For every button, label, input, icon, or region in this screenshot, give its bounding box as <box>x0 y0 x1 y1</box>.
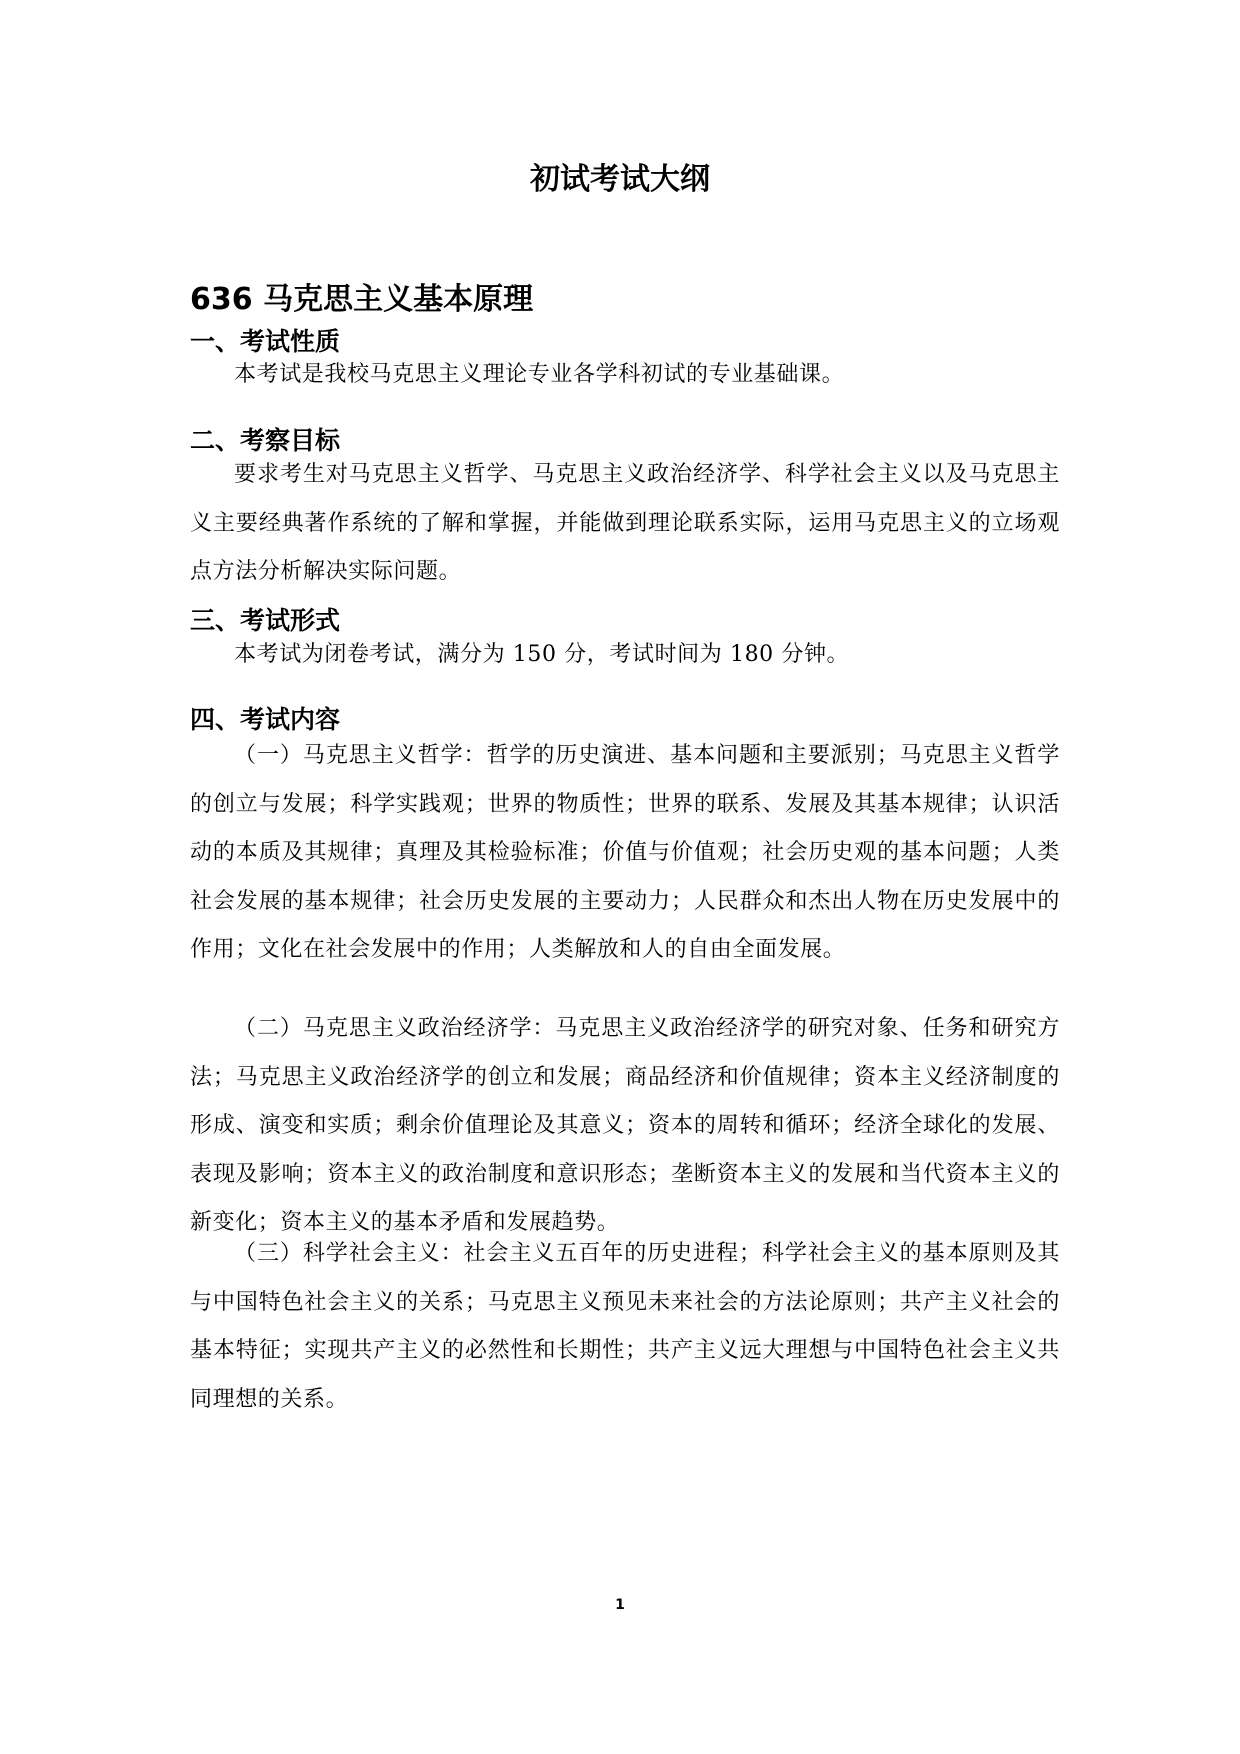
section-heading-content: 四、考试内容 <box>190 705 341 734</box>
subject-title: 636 马克思主义基本原理 <box>190 282 534 317</box>
section-paragraph-format: 本考试为闭卷考试，满分为 150 分，考试时间为 180 分钟。 <box>234 642 850 667</box>
section-heading-format: 三、考试形式 <box>190 606 341 635</box>
content-paragraph-political-economy: （二）马克思主义政治经济学：马克思主义政治经济学的研究对象、任务和研究方法；马克思主义政治经济学的创立和发展；商品经济和价值规律；资本主义经济制度的形成、演变和实质；剩余价值理论及其意义；资本的周转和循环；经济全球化的发展、表现及影响；资本主义的政治制度和意识形态；垄断资本主义的发展和当代资本主义的新变化；资本主义的基本矛盾和发展趋势。 <box>190 1016 1060 1236</box>
content-paragraph-scientific-socialism: （三）科学社会主义：社会主义五百年的历史进程；科学社会主义的基本原则及其与中国特色社会主义的关系；马克思主义预见未来社会的方法论原则；共产主义社会的基本特征；实现共产主义的必然性和长期性；共产主义远大理想与中国特色社会主义共同理想的关系。 <box>190 1241 1060 1412</box>
section-paragraph-objectives: 要求考生对马克思主义哲学、马克思主义政治经济学、科学社会主义以及马克思主义主要经典著作系统的了解和掌握，并能做到理论联系实际，运用马克思主义的立场观点方法分析解决实际问题。 <box>190 462 1060 585</box>
content-paragraph-philosophy: （一）马克思主义哲学：哲学的历史演进、基本问题和主要派别；马克思主义哲学的创立与发展；科学实践观；世界的物质性；世界的联系、发展及其基本规律；认识活动的本质及其规律；真理及其检验标准；价值与价值观；社会历史观的基本问题；人类社会发展的基本规律；社会历史发展的主要动力；人民群众和杰出人物在历史发展中的作用；文化在社会发展中的作用；人类解放和人的自由全面发展。 <box>190 743 1060 963</box>
section-paragraph-nature: 本考试是我校马克思主义理论专业各学科初试的专业基础课。 <box>234 362 845 387</box>
section-heading-nature: 一、考试性质 <box>190 327 341 356</box>
section-heading-objectives: 二、考察目标 <box>190 426 341 455</box>
page-number: 1 <box>615 1597 625 1613</box>
document-title: 初试考试大纲 <box>530 162 710 197</box>
